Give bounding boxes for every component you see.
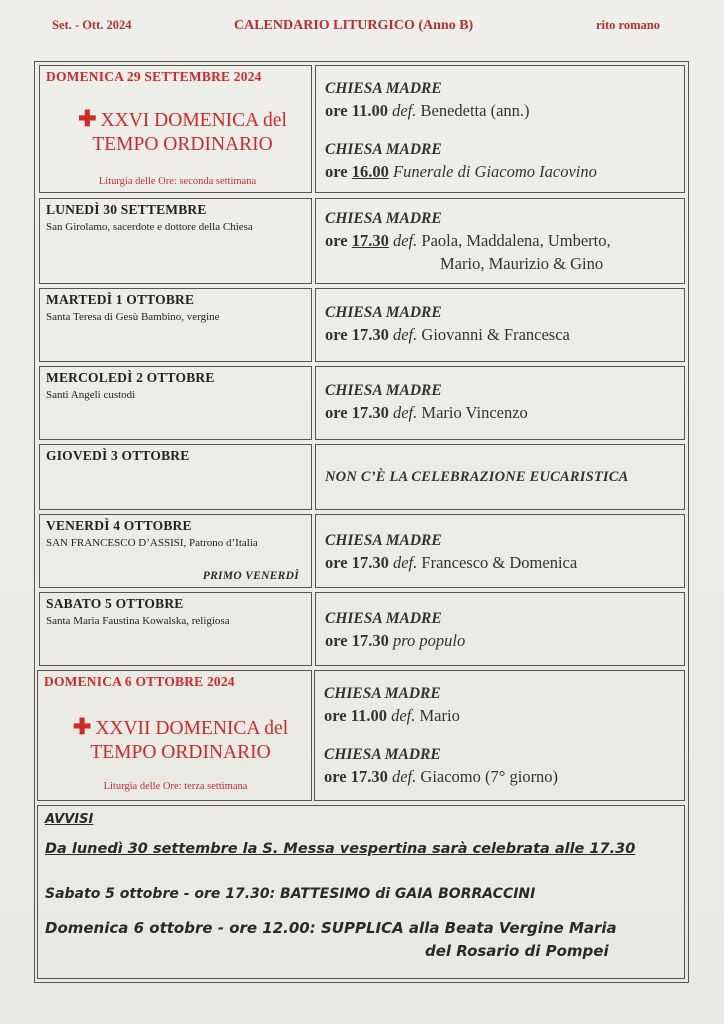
cross-icon: ✚ bbox=[72, 714, 92, 739]
church-name: CHIESA MADRE bbox=[325, 141, 442, 158]
mass-time: 11.00 bbox=[350, 706, 387, 725]
mass-intention: Mario Vincenzo bbox=[421, 403, 528, 422]
calendar-title: CALENDARIO LITURGICO (Anno B) bbox=[234, 18, 474, 33]
mass-time: 11.00 bbox=[351, 101, 388, 120]
mass-cell-thursday-3 bbox=[315, 444, 685, 510]
primo-venerdi-label: PRIMO VENERDÌ bbox=[202, 570, 299, 582]
saint-of-day: Santa Teresa di Gesù Bambino, vergine bbox=[46, 311, 220, 323]
saint-of-day: Santa Maria Faustina Kowalska, religiosa bbox=[46, 615, 230, 627]
rite-label: rito romano bbox=[596, 18, 660, 32]
mass-cell-tuesday-1 bbox=[315, 288, 685, 362]
mass-intention: Benedetta (ann.) bbox=[420, 101, 530, 120]
day-cell-wednesday-2 bbox=[39, 366, 312, 440]
mass-entry bbox=[325, 325, 570, 345]
mass-cell-wednesday-2 bbox=[315, 366, 685, 440]
def-label: def. bbox=[392, 553, 418, 572]
day-cell-sunday-29 bbox=[39, 65, 312, 193]
ore-label: ore bbox=[324, 706, 347, 725]
period-label: Set. - Ott. 2024 bbox=[52, 18, 132, 32]
mass-intention-continued: Mario, Maurizio & Gino bbox=[440, 254, 604, 273]
def-label: def. bbox=[392, 325, 418, 344]
mass-entry bbox=[325, 101, 530, 121]
saint-of-day: SAN FRANCESCO D’ASSISI, Patrono d’Italia bbox=[46, 537, 258, 549]
church-name: CHIESA MADRE bbox=[324, 746, 441, 763]
mass-time: 17.30 bbox=[351, 325, 389, 344]
mass-entry bbox=[325, 553, 577, 573]
day-cell-saturday-5 bbox=[39, 592, 312, 666]
mass-intention: pro populo bbox=[392, 631, 466, 650]
church-name: CHIESA MADRE bbox=[325, 610, 442, 627]
avvisi-section bbox=[37, 805, 685, 979]
mass-cell-sunday-6 bbox=[314, 670, 685, 801]
day-date: GIOVEDÌ 3 OTTOBRE bbox=[46, 448, 190, 463]
church-name: CHIESA MADRE bbox=[325, 382, 442, 399]
ore-label: ore bbox=[325, 553, 348, 572]
day-date: MERCOLEDÌ 2 OTTOBRE bbox=[46, 370, 215, 385]
avvisi-title: AVVISI bbox=[45, 812, 94, 827]
mass-cell-saturday-5 bbox=[315, 592, 685, 666]
mass-entry bbox=[324, 767, 558, 787]
saint-of-day: San Girolamo, sacerdote e dottore della Chiesa bbox=[46, 221, 253, 233]
avviso-line-1: Da lunedì 30 settembre la S. Messa vespertina sarà celebrata alle 17.30 bbox=[45, 841, 636, 857]
ore-label: ore bbox=[325, 162, 348, 181]
mass-time: 17.30 bbox=[351, 403, 389, 422]
church-name: CHIESA MADRE bbox=[325, 210, 442, 227]
mass-intention: Francesco & Domenica bbox=[421, 553, 578, 572]
church-name: CHIESA MADRE bbox=[324, 685, 441, 702]
saint-of-day: Santi Angeli custodi bbox=[46, 389, 136, 401]
day-cell-tuesday-1 bbox=[39, 288, 312, 362]
avviso-line-2: Sabato 5 ottobre - ore 17.30: BATTESIMO di GAIA BORRACCINI bbox=[45, 886, 536, 902]
cross-icon: ✚ bbox=[78, 106, 97, 131]
feast-line-2: TEMPO ORDINARIO bbox=[92, 134, 273, 155]
ore-label: ore bbox=[325, 231, 348, 250]
no-celebration-note: NON C’È LA CELEBRAZIONE EUCARISTICA bbox=[325, 469, 629, 485]
ore-label: ore bbox=[325, 631, 348, 650]
day-cell-friday-4 bbox=[39, 514, 312, 588]
mass-intention: Mario bbox=[419, 706, 460, 725]
mass-intention: Giovanni & Francesca bbox=[421, 325, 570, 344]
mass-time: 17.30 bbox=[351, 631, 389, 650]
mass-entry bbox=[325, 631, 465, 651]
ore-label: ore bbox=[325, 101, 348, 120]
church-name: CHIESA MADRE bbox=[325, 532, 442, 549]
mass-intention: Funerale di Giacomo Iacovino bbox=[392, 162, 597, 181]
day-date: DOMENICA 29 SETTEMBRE 2024 bbox=[46, 69, 262, 84]
day-date: SABATO 5 OTTOBRE bbox=[46, 596, 184, 611]
mass-intention: Giacomo (7° giorno) bbox=[420, 767, 559, 786]
mass-cell-sunday-29 bbox=[315, 65, 685, 193]
mass-intention: Paola, Maddalena, Umberto, bbox=[421, 231, 611, 250]
def-label: def. bbox=[392, 403, 418, 422]
ore-label: ore bbox=[325, 325, 348, 344]
mass-entry bbox=[325, 162, 597, 182]
mass-entry bbox=[325, 231, 611, 251]
mass-entry bbox=[324, 706, 460, 726]
def-label: def. bbox=[392, 231, 418, 250]
def-label: def. bbox=[391, 767, 417, 786]
liturgia-note: Liturgia delle Ore: terza settimana bbox=[103, 781, 248, 792]
day-date: MARTEDÌ 1 OTTOBRE bbox=[46, 292, 195, 307]
feast-line-1: XXVII DOMENICA del bbox=[95, 718, 289, 739]
day-date: DOMENICA 6 OTTOBRE 2024 bbox=[44, 674, 235, 689]
liturgia-note: Liturgia delle Ore: seconda settimana bbox=[98, 176, 257, 187]
ore-label: ore bbox=[324, 767, 347, 786]
mass-time: 16.00 bbox=[351, 162, 389, 181]
mass-time: 17.30 bbox=[351, 553, 389, 572]
avviso-line-3-continued: del Rosario di Pompei bbox=[425, 942, 609, 960]
day-cell-monday-30 bbox=[39, 198, 312, 284]
def-label: def. bbox=[391, 706, 416, 725]
day-date: LUNEDÌ 30 SETTEMBRE bbox=[46, 202, 207, 217]
mass-time: 17.30 bbox=[350, 767, 388, 786]
ore-label: ore bbox=[325, 403, 348, 422]
church-name: CHIESA MADRE bbox=[325, 304, 442, 321]
feast-line-1: XXVI DOMENICA del bbox=[100, 110, 287, 131]
def-label: def. bbox=[392, 101, 417, 120]
church-name: CHIESA MADRE bbox=[325, 80, 442, 97]
mass-entry bbox=[325, 403, 528, 423]
feast-title bbox=[50, 107, 315, 157]
day-date: VENERDÌ 4 OTTOBRE bbox=[46, 518, 192, 533]
mass-time: 17.30 bbox=[351, 231, 389, 250]
feast-title bbox=[48, 715, 313, 765]
mass-cell-friday-4 bbox=[315, 514, 685, 588]
day-cell-thursday-3 bbox=[39, 444, 312, 510]
feast-line-2: TEMPO ORDINARIO bbox=[90, 742, 271, 763]
avviso-line-3: Domenica 6 ottobre - ore 12.00: SUPPLICA alla Beata Vergine Maria bbox=[45, 919, 617, 937]
mass-cell-monday-30 bbox=[315, 198, 685, 284]
day-cell-sunday-6 bbox=[37, 670, 312, 801]
